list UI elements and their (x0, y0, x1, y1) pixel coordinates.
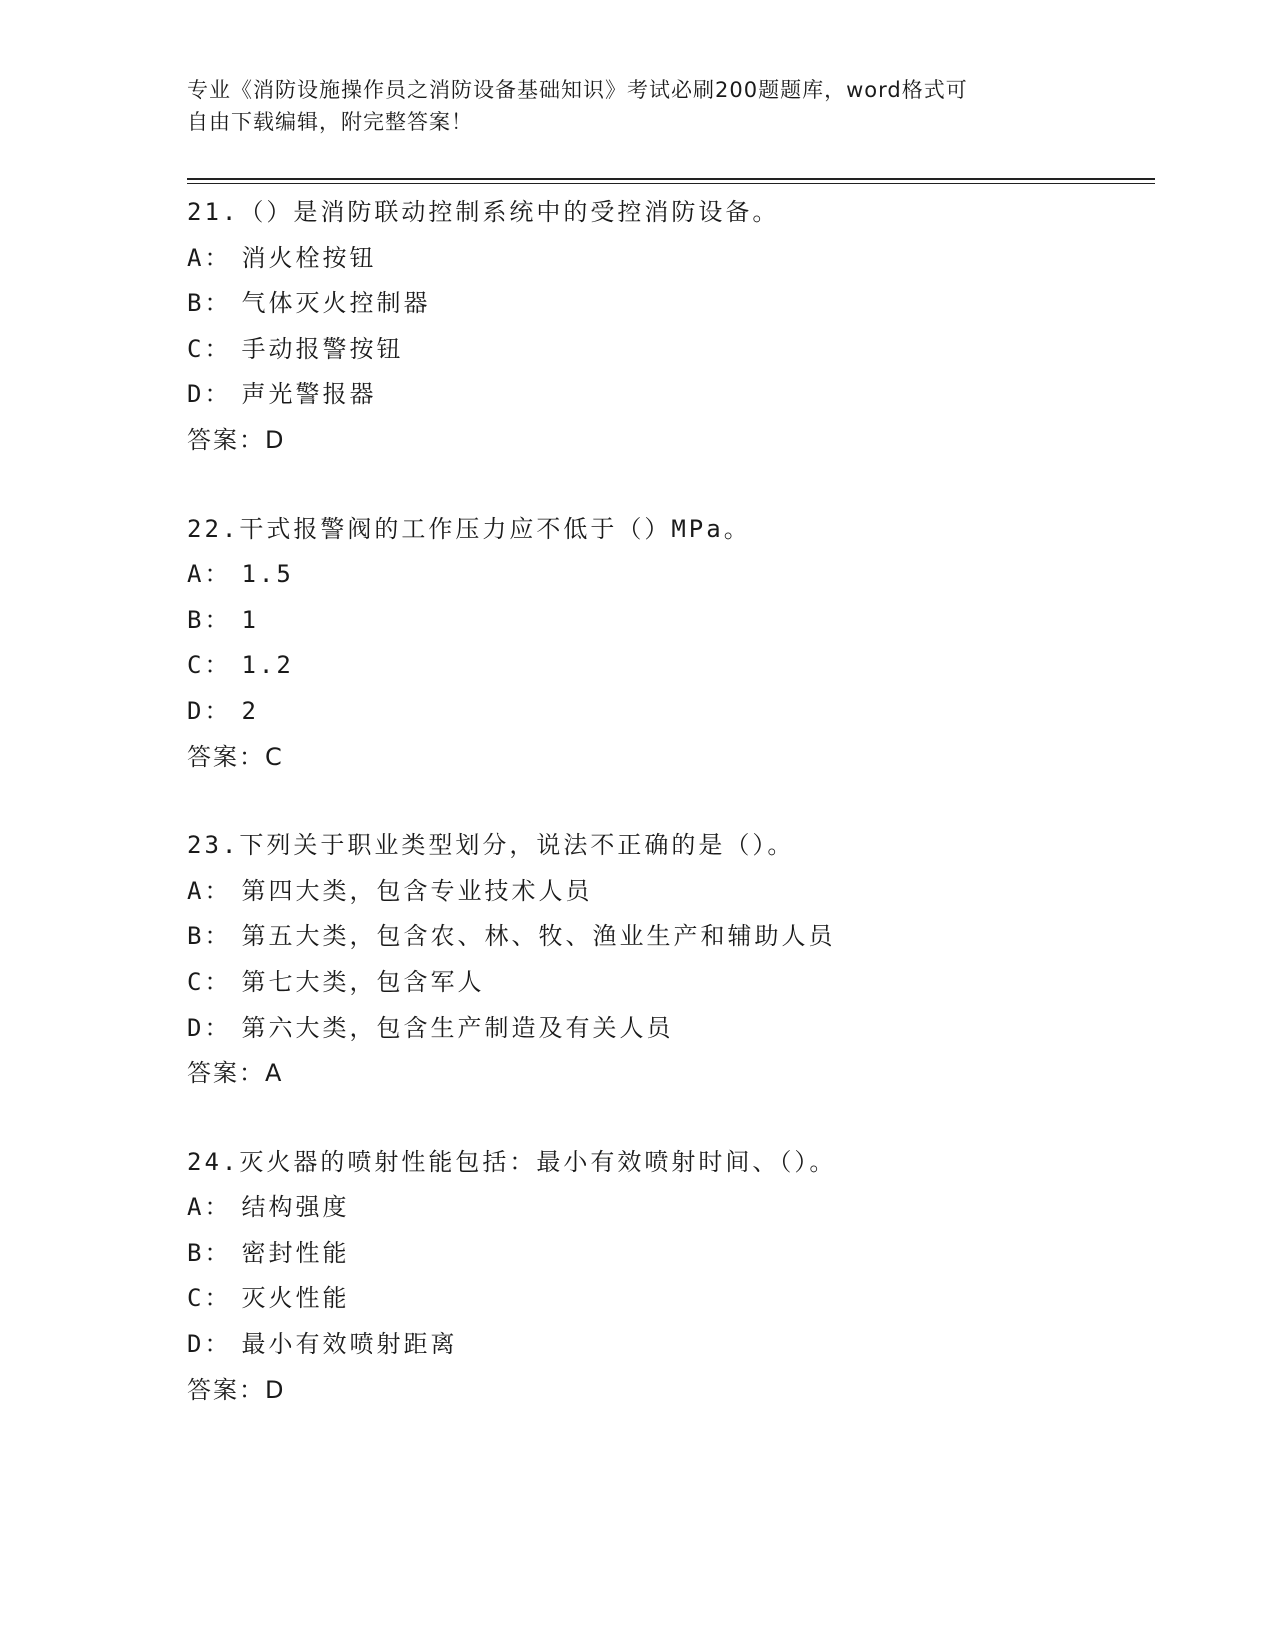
option-b (187, 281, 1155, 327)
option-a (187, 869, 1155, 915)
option-key: A： (187, 1193, 232, 1222)
option-key: D： (187, 1330, 232, 1359)
option-key: A： (187, 876, 232, 905)
option-a (187, 1185, 1155, 1231)
question-23 (187, 823, 1155, 1097)
option-key: C： (187, 651, 232, 680)
header-divider-top (187, 178, 1155, 180)
question-22 (187, 507, 1155, 781)
option-key: D： (187, 380, 232, 409)
document-header (187, 74, 1087, 138)
option-key: C： (187, 1284, 232, 1313)
question-stem: 24.灭火器的喷射性能包括：最小有效喷射时间、（）。 (187, 1147, 837, 1176)
option-text: 消火栓按钮 (241, 243, 377, 272)
option-key: C： (187, 334, 232, 363)
option-text: 第六大类，包含生产制造及有关人员 (241, 1013, 674, 1042)
option-d (187, 1006, 1155, 1052)
option-text: 声光警报器 (241, 380, 377, 409)
header-line-2: 自由下载编辑，附完整答案！ (187, 110, 473, 134)
option-d (187, 372, 1155, 418)
question-stem: 21.（）是消防联动控制系统中的受控消防设备。 (187, 198, 780, 226)
option-key: A： (187, 560, 232, 589)
question-24 (187, 1140, 1155, 1414)
header-divider-bottom (187, 183, 1155, 184)
answer-line: 答案：D (187, 425, 286, 454)
option-d (187, 1322, 1155, 1368)
option-c (187, 327, 1155, 373)
option-text: 第五大类，包含农、林、牧、渔业生产和辅助人员 (241, 922, 836, 951)
option-a (187, 552, 1155, 598)
question-stem: 22.干式报警阀的工作压力应不低于（）MPa。 (187, 514, 751, 543)
option-text: 1.5 (241, 560, 294, 589)
option-text: 2 (241, 696, 259, 725)
question-21 (187, 190, 1155, 464)
option-text: 第七大类，包含军人 (241, 967, 485, 996)
option-key: B： (187, 1238, 232, 1267)
option-text: 灭火性能 (241, 1284, 350, 1313)
option-c (187, 643, 1155, 689)
answer-line: 答案：C (187, 742, 284, 771)
header-line-1: 专业《消防设施操作员之消防设备基础知识》考试必刷200题题库，word格式可 (187, 78, 968, 102)
option-text: 密封性能 (241, 1238, 350, 1267)
option-key: D： (187, 1013, 232, 1042)
option-a (187, 236, 1155, 282)
option-key: C： (187, 967, 232, 996)
answer-line: 答案：A (187, 1059, 284, 1088)
question-list (187, 190, 1155, 1413)
option-text: 手动报警按钮 (241, 334, 404, 363)
option-c (187, 1276, 1155, 1322)
option-key: D： (187, 696, 232, 725)
option-text: 最小有效喷射距离 (241, 1330, 458, 1359)
option-b (187, 1231, 1155, 1277)
option-key: B： (187, 605, 232, 634)
answer-line: 答案：D (187, 1375, 286, 1404)
option-key: A： (187, 243, 232, 272)
option-b (187, 914, 1155, 960)
option-b (187, 598, 1155, 644)
option-key: B： (187, 922, 232, 951)
option-key: B： (187, 289, 232, 318)
option-text: 结构强度 (241, 1193, 350, 1222)
option-text: 1.2 (241, 651, 294, 680)
option-d (187, 689, 1155, 735)
option-text: 气体灭火控制器 (241, 289, 431, 318)
question-stem: 23.下列关于职业类型划分，说法不正确的是（）。 (187, 831, 795, 860)
option-text: 1 (241, 605, 259, 634)
option-text: 第四大类，包含专业技术人员 (241, 876, 593, 905)
option-c (187, 960, 1155, 1006)
